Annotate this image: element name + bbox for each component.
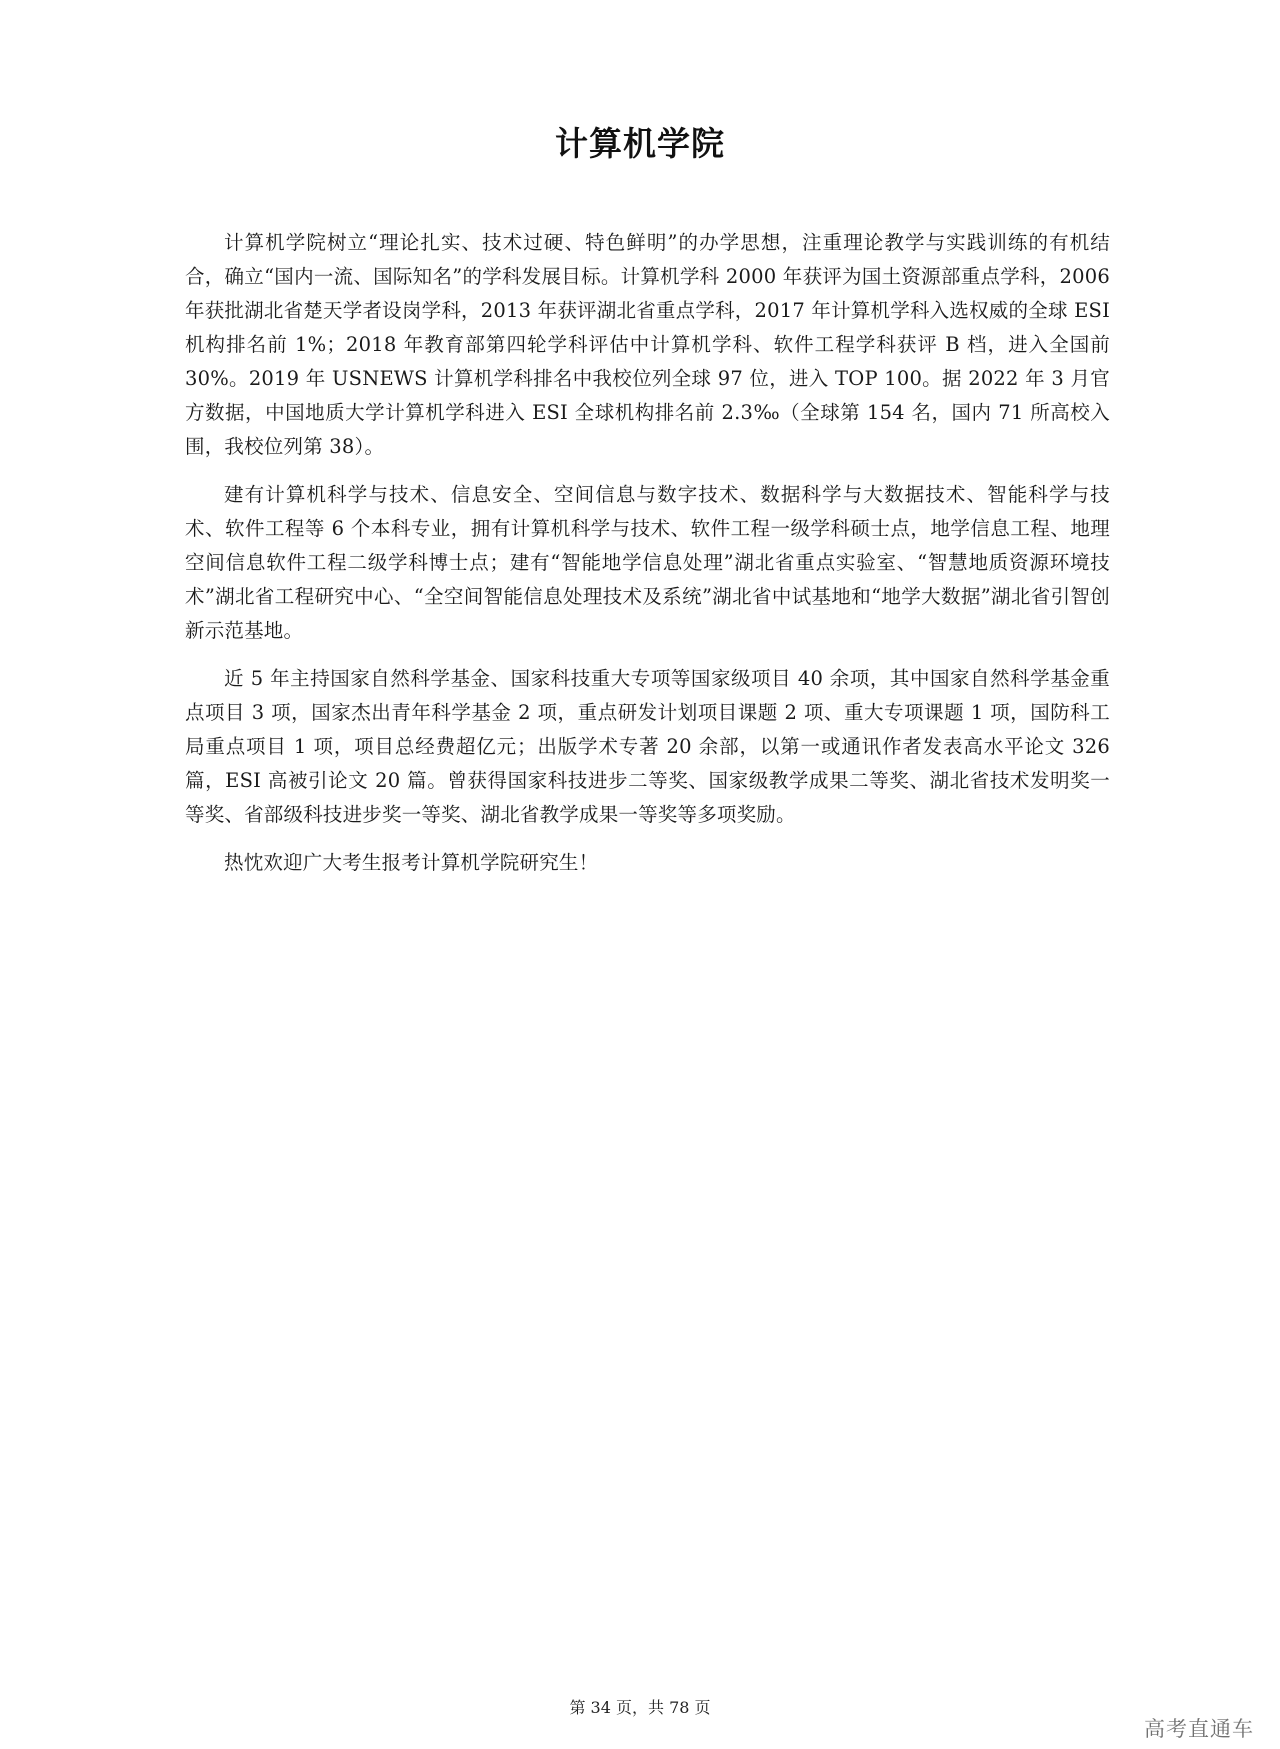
paragraph-intro: 计算机学院树立“理论扎实、技术过硬、特色鲜明”的办学思想，注重理论教学与实践训练的有机结合，确立“国内一流、国际知名”的学科发展目标。计算机学科 2000 年获评为国土资源部重点学科，2006 年获批湖北省楚天学者设岗学科，2013 年获评湖北省重点学科，2017 年计算机学科入选权威的全球 ESI 机构排名前 1%；2018 年教育部第四轮学科评估中计算机学科、软件工程学科获评 B 档，进入全国前 30%。2019 年 USNEWS 计算机学科排名中我校位列全球 97 位，进入 TOP 100。据 2022 年 3 月官方数据，中国地质大学计算机学科进入 ESI 全球机构排名前 2.3‰（全球第 154 名，国内 71 所高校入围，我校位列第 38）。 (185, 231, 1110, 458)
page-number-footer: 第 34 页，共 78 页 (569, 1698, 711, 1717)
page-title: 计算机学院 (555, 124, 725, 163)
document-body (185, 226, 1110, 894)
paragraph-research: 近 5 年主持国家自然科学基金、国家科技重大专项等国家级项目 40 余项，其中国家自然科学基金重点项目 3 项，国家杰出青年科学基金 2 项，重点研发计划项目课题 2 项、重大专项课题 1 项，国防科工局重点项目 1 项，项目总经费超亿元；出版学术专著 20 余部，以第一或通讯作者发表高水平论文 326 篇，ESI 高被引论文 20 篇。曾获得国家科技进步二等奖、国家级教学成果二等奖、湖北省技术发明奖一等奖、省部级科技进步奖一等奖、湖北省教学成果一等奖等多项奖励。 (185, 667, 1110, 826)
paragraph-welcome: 热忱欢迎广大考生报考计算机学院研究生！ (224, 851, 599, 874)
watermark-text: 高考直通车 (1144, 1717, 1254, 1741)
paragraph-majors: 建有计算机科学与技术、信息安全、空间信息与数字技术、数据科学与大数据技术、智能科学与技术、软件工程等 6 个本科专业，拥有计算机科学与技术、软件工程一级学科硕士点，地学信息工程、地理空间信息软件工程二级学科博士点；建有“智能地学信息处理”湖北省重点实验室、“智慧地质资源环境技术”湖北省工程研究中心、“全空间智能信息处理技术及系统”湖北省中试基地和“地学大数据”湖北省引智创新示范基地。 (185, 483, 1110, 642)
